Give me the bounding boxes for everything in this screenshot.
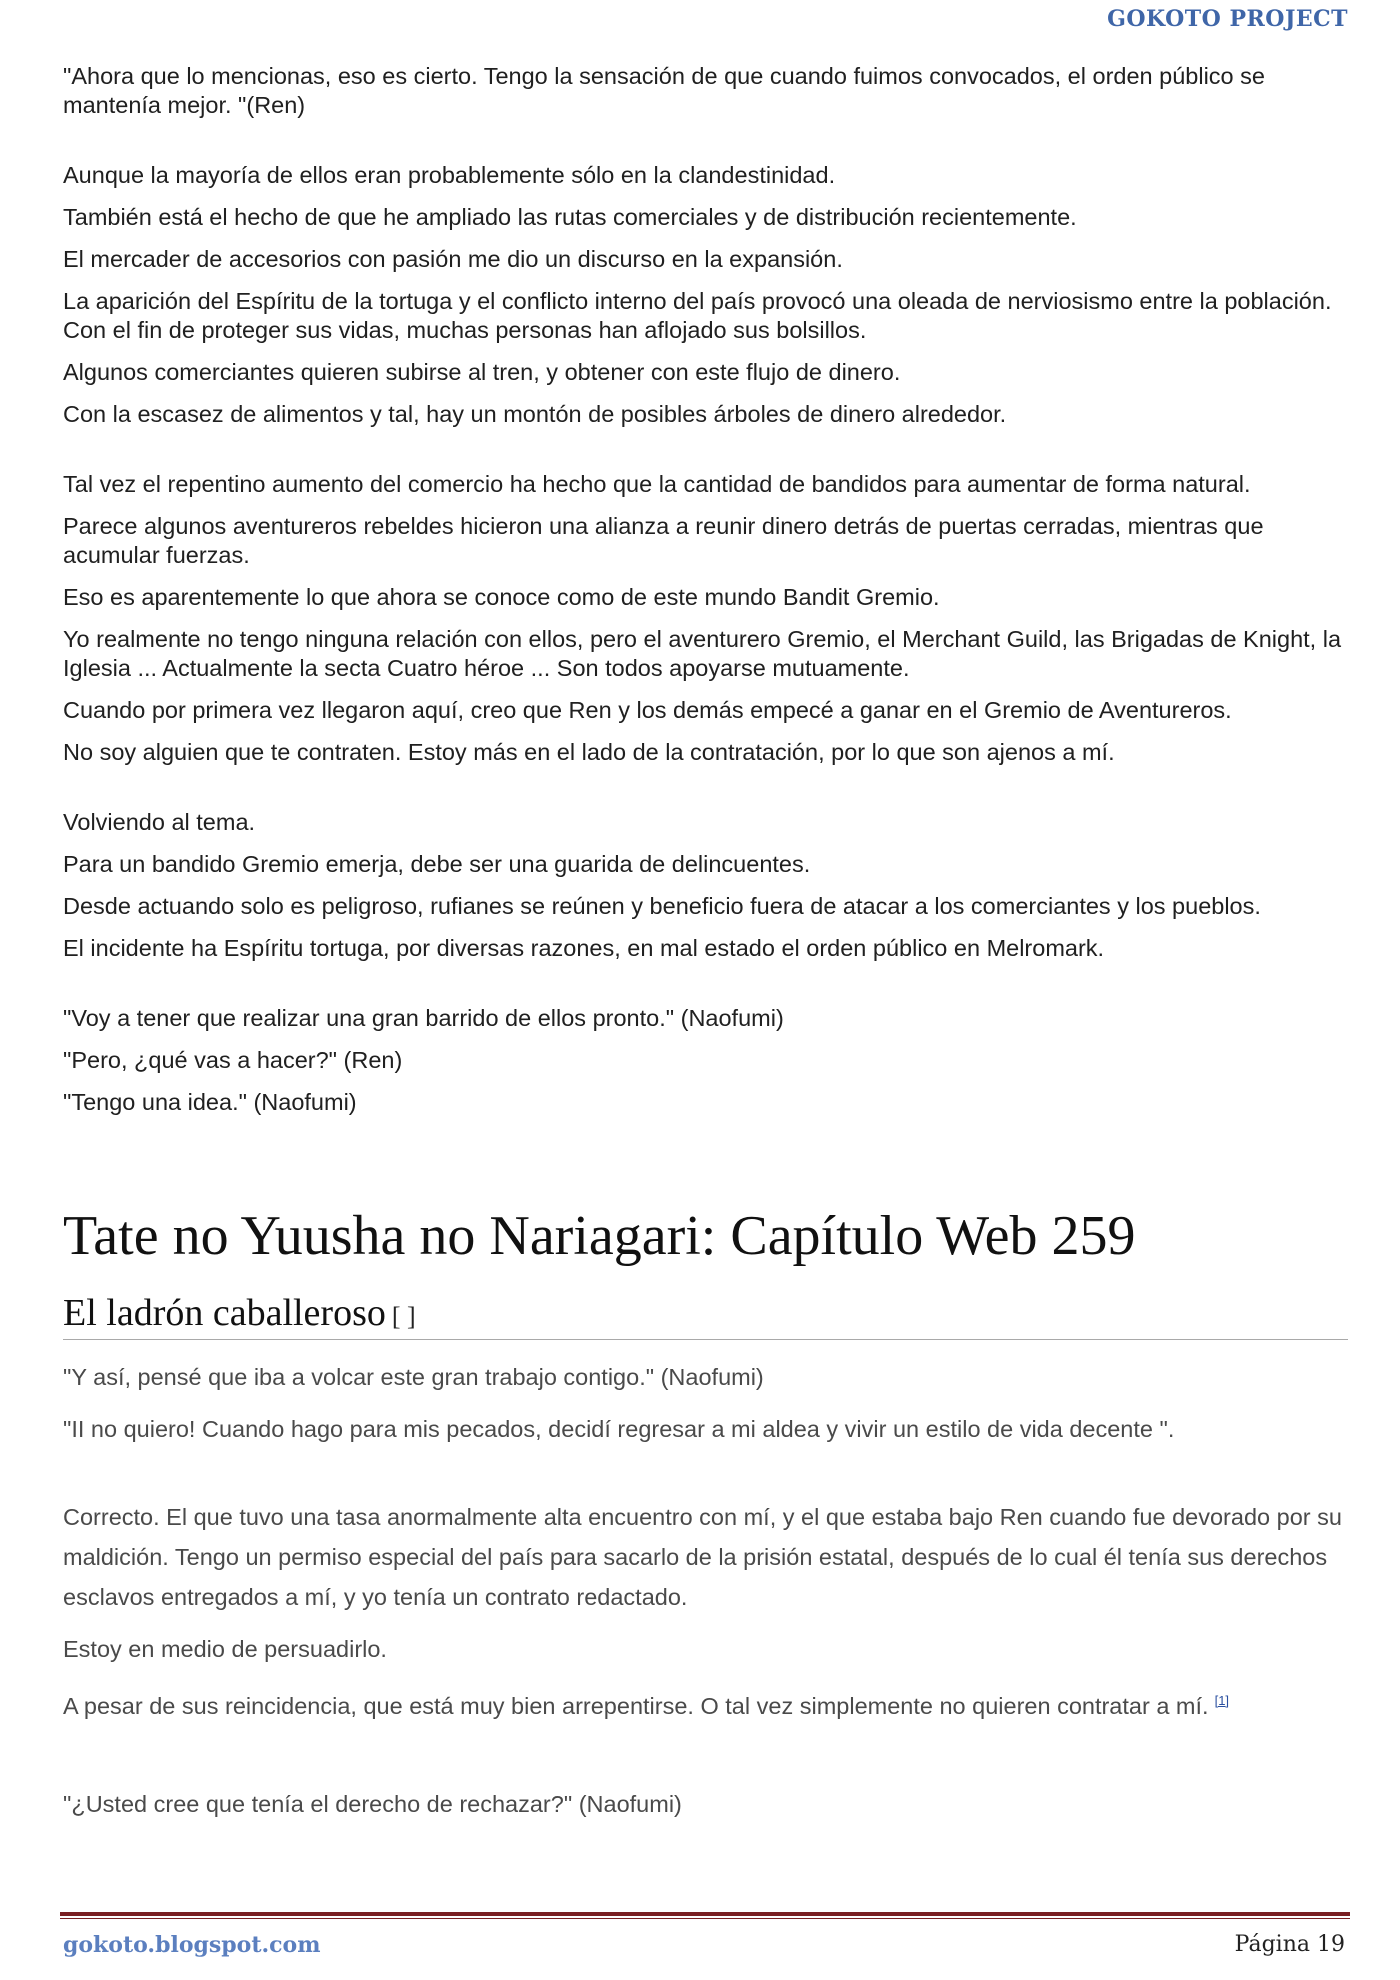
paragraph: Aunque la mayoría de ellos eran probablemente sólo en la clandestinidad.	[63, 162, 836, 188]
paragraph: El mercader de accesorios con pasión me dio un discurso en la expansión.	[63, 246, 843, 272]
paragraph: No soy alguien que te contraten. Estoy más en el lado de la contratación, por lo que son ajenos a mí.	[63, 739, 1115, 765]
paragraph: Cuando por primera vez llegaron aquí, creo que Ren y los demás empecé a ganar en el Gremio de Aventureros.	[63, 697, 1232, 723]
paragraph: La aparición del Espíritu de la tortuga y el conflicto interno del país provocó una oleada de nerviosismo entre la población. Con el fin de proteger sus vidas, muchas personas han aflojado sus bolsillos.	[63, 288, 1332, 343]
paragraph: Desde actuando solo es peligroso, rufianes se reúnen y beneficio fuera de atacar a los comerciantes y los pueblos.	[63, 893, 1261, 919]
paragraph: "Tengo una idea." (Naofumi)	[63, 1089, 357, 1115]
footnote-link[interactable]: [1]	[1214, 1693, 1230, 1708]
chapter-subtitle	[63, 1290, 416, 1340]
paragraph: "II no quiero! Cuando hago para mis pecados, decidí regresar a mi aldea y vivir un estilo de vida decente ".	[63, 1416, 1175, 1442]
footer-blog-link[interactable]: gokoto.blogspot.com	[63, 1932, 321, 1958]
subtitle-divider	[63, 1339, 1348, 1340]
paragraph: Estoy en medio de persuadirlo.	[63, 1636, 387, 1662]
section-dialogue-1	[63, 62, 1343, 1130]
paragraph: "Ahora que lo mencionas, eso es cierto. Tengo la sensación de que cuando fuimos convocados, el orden público se mantenía mejor. "(Ren)	[63, 63, 1265, 118]
paragraph: Tal vez el repentino aumento del comercio ha hecho que la cantidad de bandidos para aumentar de forma natural.	[63, 471, 1251, 497]
paragraph: "Pero, ¿qué vas a hacer?" (Ren)	[63, 1047, 403, 1073]
paragraph: "¿Usted cree que tenía el derecho de rechazar?" (Naofumi)	[63, 1790, 682, 1817]
edit-link[interactable]: [ ]	[391, 1302, 416, 1331]
footer-divider-thick	[60, 1912, 1350, 1916]
paragraph: También está el hecho de que he ampliado las rutas comerciales y de distribución recientemente.	[63, 204, 1077, 230]
subtitle-text: El ladrón caballeroso	[63, 1292, 386, 1334]
header-brand: GOKOTO PROJECT	[1107, 6, 1348, 32]
paragraph: Yo realmente no tengo ninguna relación con ellos, pero el aventurero Gremio, el Merchant Guild, las Brigadas de Knight, la Iglesia ... Actualmente la secta Cuatro héroe ... Son todos apoyarse mutuamente.	[63, 626, 1342, 681]
chapter-title: Tate no Yuusha no Nariagari: Capítulo Web 259	[63, 1205, 1136, 1267]
paragraph: El incidente ha Espíritu tortuga, por diversas razones, en mal estado el orden público en Melromark.	[63, 935, 1105, 961]
footer-divider-thin	[60, 1918, 1350, 1919]
paragraph: "Voy a tener que realizar una gran barrido de ellos pronto." (Naofumi)	[63, 1005, 784, 1031]
paragraph: Algunos comerciantes quieren subirse al tren, y obtener con este flujo de dinero.	[63, 359, 901, 385]
paragraph: "Y así, pensé que iba a volcar este gran trabajo contigo." (Naofumi)	[63, 1364, 764, 1390]
paragraph: Para un bandido Gremio emerja, debe ser una guarida de delincuentes.	[63, 851, 811, 877]
paragraph: Eso es aparentemente lo que ahora se conoce como de este mundo Bandit Gremio.	[63, 584, 940, 610]
paragraph: Correcto. El que tuvo una tasa anormalmente alta encuentro con mí, y el que estaba bajo Ren cuando fue devorado por su maldición. Tengo un permiso especial del país para sacarlo de la prisión estatal, después de lo cual él tenía sus derechos esclavos entregados a mí, y yo tenía un contrato redactado.	[63, 1504, 1342, 1610]
paragraph	[63, 1681, 1343, 1726]
section-dialogue-2	[63, 1357, 1343, 1836]
paragraph: Volviendo al tema.	[63, 809, 256, 835]
paragraph: Parece algunos aventureros rebeldes hicieron una alianza a reunir dinero detrás de puertas cerradas, mientras que acumular fuerzas.	[63, 513, 1264, 568]
page-number: Página 19	[1234, 1932, 1345, 1957]
paragraph: Con la escasez de alimentos y tal, hay un montón de posibles árboles de dinero alrededor.	[63, 401, 1007, 427]
paragraph-text: A pesar de sus reincidencia, que está muy bien arrepentirse. O tal vez simplemente no quieren contratar a mí.	[63, 1692, 1209, 1719]
